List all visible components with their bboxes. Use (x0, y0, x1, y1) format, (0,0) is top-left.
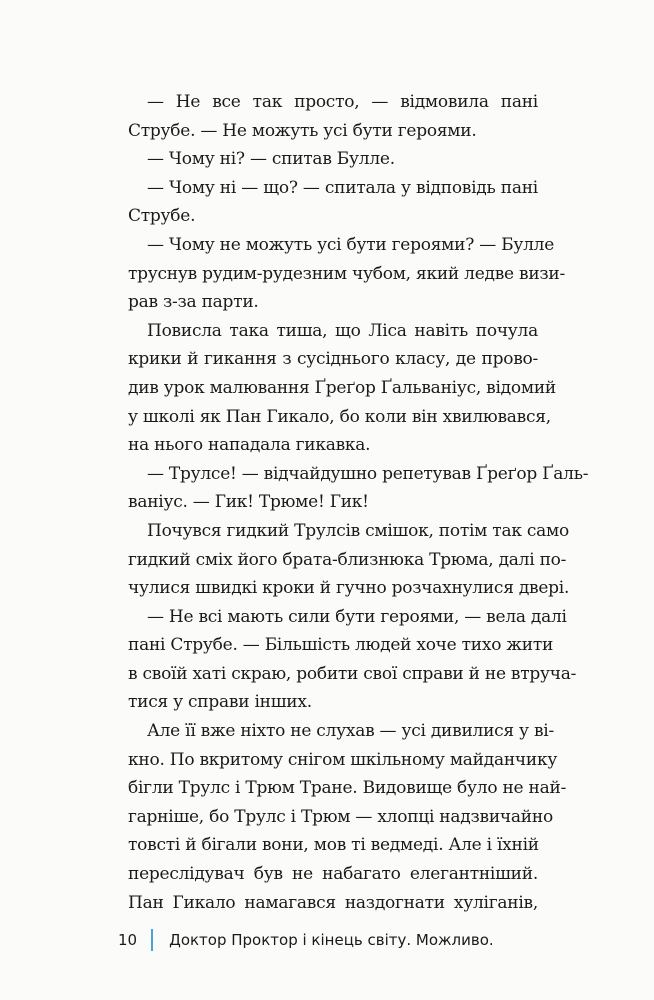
body-text (128, 88, 589, 917)
text-line: — Не всі мають сили бути героями, — вела далі (147, 606, 567, 627)
page-footer (118, 928, 494, 952)
text-line: Пан Гикало намагався наздогнати хуліганів, (128, 892, 538, 913)
text-line: ваніус. — Гик! Трюме! Гик! (128, 492, 369, 513)
text-line: пані Струбе. — Більшість людей хоче тихо жити (128, 635, 554, 656)
text-line: на нього нападала гикавка. (128, 435, 371, 456)
text-line: крики й гикання з сусіднього класу, де прово- (128, 349, 538, 370)
text-line: Почувся гидкий Трулсів смішок, потім так само (147, 520, 569, 541)
text-line: Але її вже ніхто не слухав — усі дивилися у ві- (147, 721, 554, 742)
text-line: труснув рудим-рудезним чубом, який ледве визи- (128, 263, 566, 284)
text-line: — Трулсе! — відчайдушно репетував Ґреґор Ґаль- (147, 463, 589, 484)
text-line: чулися швидкі кроки й гучно розчахнулися двері. (128, 578, 570, 599)
text-line: Струбе. — Не можуть усі бути героями. (128, 120, 477, 141)
text-line: кно. По вкритому снігом шкільному майданчику (128, 749, 558, 770)
text-line: Повисла така тиша, що Ліса навіть почула (147, 320, 538, 341)
text-line: — Чому ні — що? — спитала у відповідь пані (147, 177, 538, 198)
page-number: 10 (118, 931, 138, 949)
text-line: бігли Трулс і Трюм Тране. Видовище було не най- (128, 778, 567, 799)
text-line: рав з-за парти. (128, 292, 259, 313)
text-line: гарніше, бо Трулс і Трюм — хлопці надзвичайно (128, 806, 553, 827)
text-line: у школі як Пан Гикало, бо коли він хвилювався, (128, 406, 551, 427)
text-line: гидкий сміх його брата-близнюка Трюма, далі по- (128, 549, 567, 570)
text-line: — Чому не можуть усі бути героями? — Булле (147, 234, 555, 255)
running-title: Доктор Проктор і кінець світу. Можливо. (169, 931, 494, 949)
text-line: переслідувач був не набагато елегантніший. (128, 864, 538, 885)
text-line: в своїй хаті скраю, робити свої справи й не втруча- (128, 663, 577, 684)
text-line: — Не все так просто, — відмовила пані (147, 92, 538, 112)
text-line: тися у справи інших. (128, 692, 312, 713)
footer-separator (151, 929, 153, 951)
text-line: Струбе. (128, 206, 196, 227)
text-line: див урок малювання Ґреґор Ґальваніус, відомий (128, 377, 557, 398)
text-line: товсті й бігали вони, мов ті ведмеді. Але і їхній (128, 835, 539, 856)
text-line: — Чому ні? — спитав Булле. (147, 149, 395, 170)
